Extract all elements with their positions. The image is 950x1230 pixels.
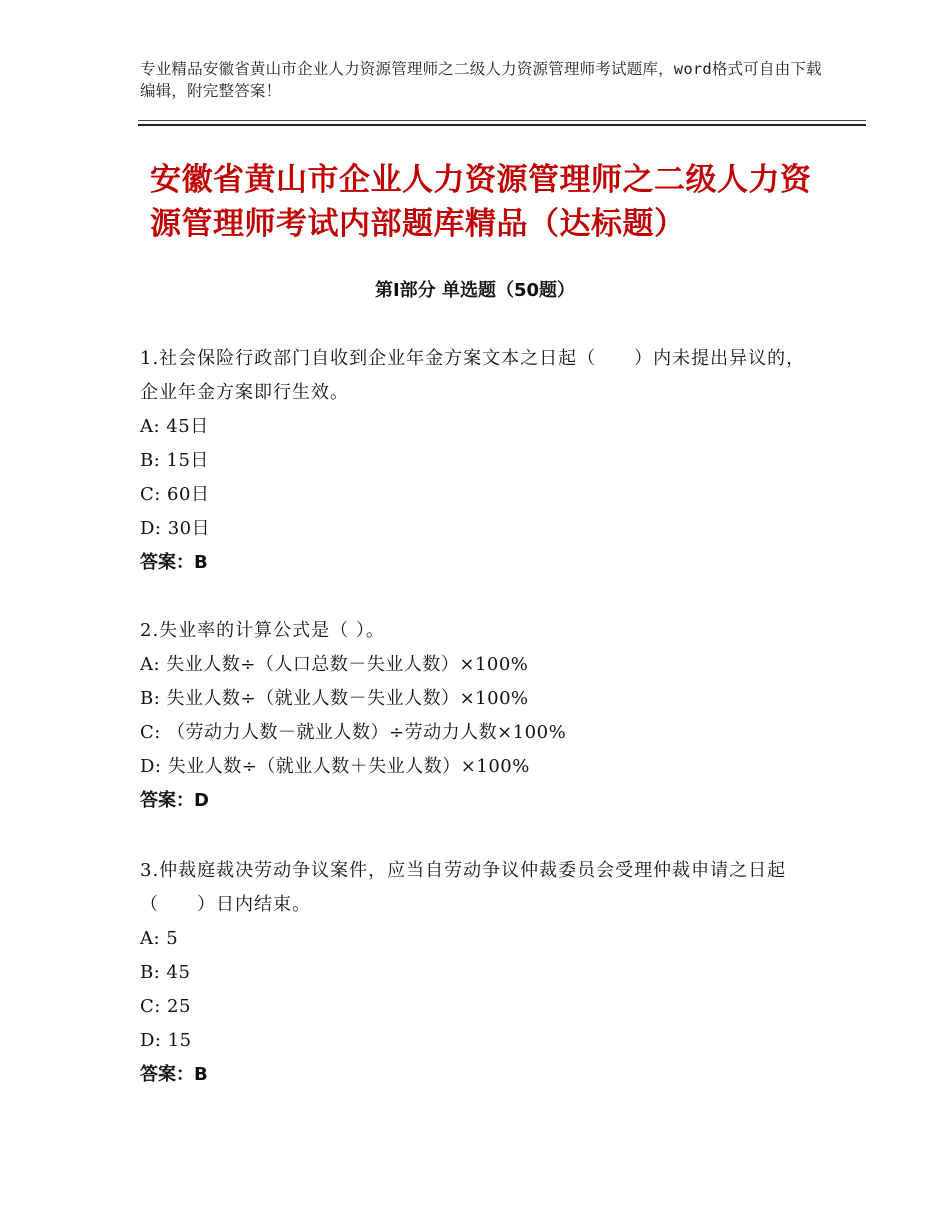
question-3	[140, 854, 810, 1092]
option-b: B: 45	[140, 962, 191, 983]
option-d: D: 失业人数÷（就业人数＋失业人数）×100%	[140, 756, 530, 777]
answer: 答案：D	[140, 790, 209, 811]
header-rule-top	[138, 120, 866, 121]
document-title: 安徽省黄山市企业人力资源管理师之二级人力资源管理师考试内部题库精品（达标题）	[150, 162, 812, 242]
question-stem: 1.社会保险行政部门自收到企业年金方案文本之日起（ ）内未提出异议的，企业年金方案即行生效。	[140, 348, 806, 403]
header-rule-bottom	[138, 124, 866, 126]
section-heading: 第Ⅰ部分 单选题（50题）	[374, 280, 575, 301]
question-2	[140, 614, 810, 818]
option-d: D: 15	[140, 1030, 192, 1051]
option-b: B: 15日	[140, 450, 209, 471]
option-d: D: 30日	[140, 518, 211, 539]
option-c: C: 60日	[140, 484, 210, 505]
option-c: C: （劳动力人数－就业人数）÷劳动力人数×100%	[140, 722, 567, 743]
option-a: A: 失业人数÷（人口总数－失业人数）×100%	[140, 654, 529, 675]
option-b: B: 失业人数÷（就业人数－失业人数）×100%	[140, 688, 529, 709]
header-note: 专业精品安徽省黄山市企业人力资源管理师之二级人力资源管理师考试题库，word格式可自由下载编辑，附完整答案！	[140, 60, 822, 100]
option-c: C: 25	[140, 996, 191, 1017]
option-a: A: 5	[140, 928, 179, 949]
answer: 答案：B	[140, 1064, 208, 1085]
question-1	[140, 342, 810, 580]
answer: 答案：B	[140, 552, 208, 573]
question-stem: 2.失业率的计算公式是（ ）。	[140, 620, 385, 641]
option-a: A: 45日	[140, 416, 209, 437]
question-stem: 3.仲裁庭裁决劳动争议案件，应当自劳动争议仲裁委员会受理仲裁申请之日起（ ）日内结束。	[140, 860, 787, 915]
